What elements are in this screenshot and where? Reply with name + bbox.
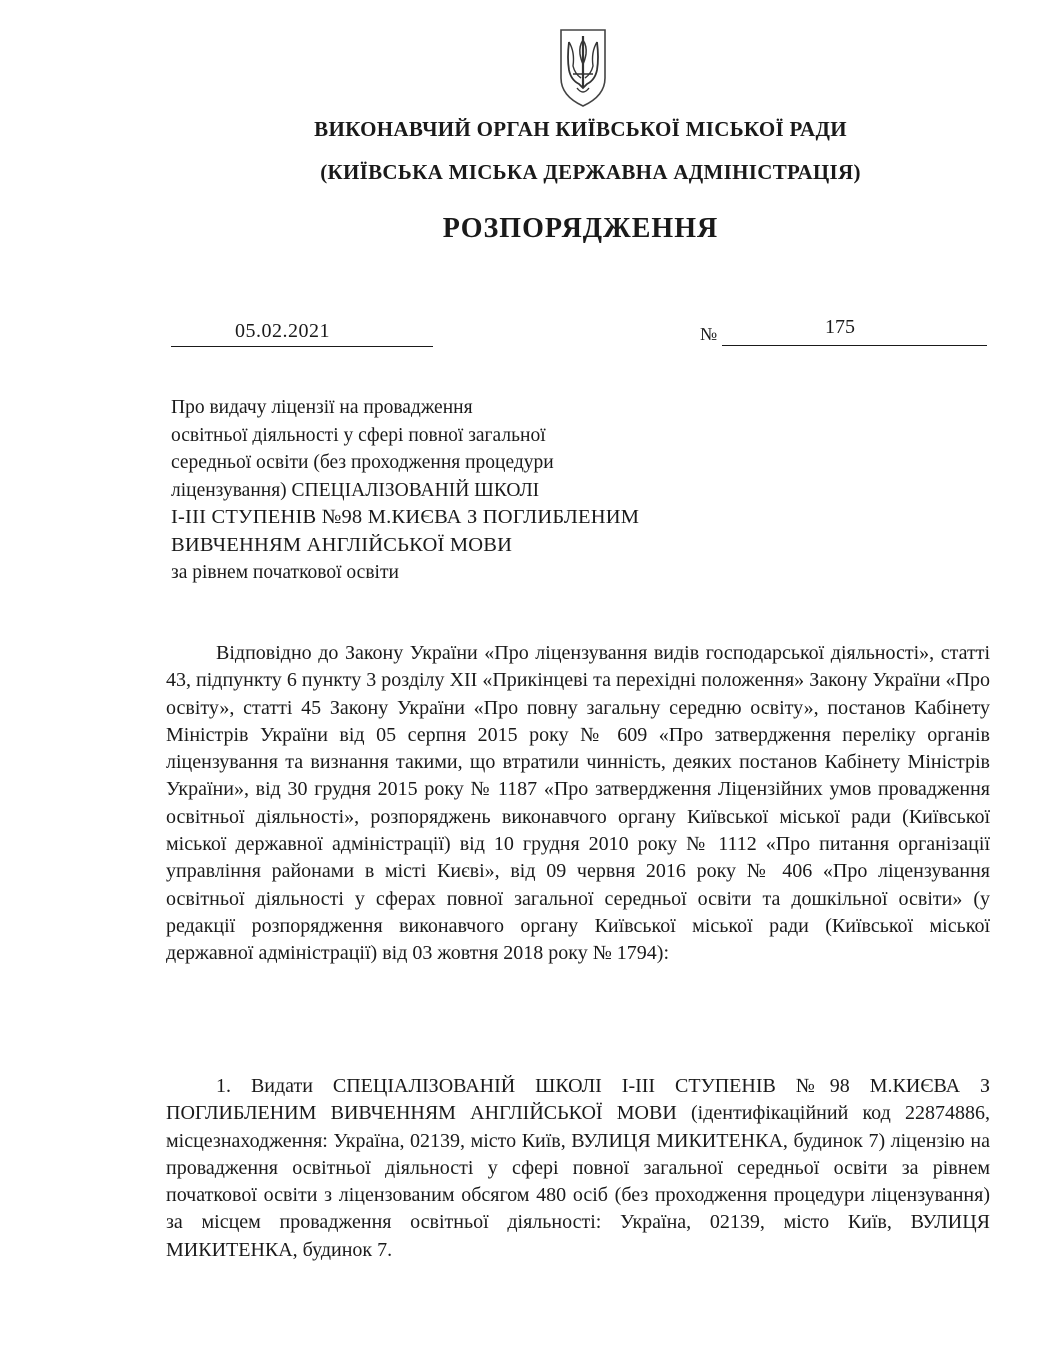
- document-date-field: [171, 320, 433, 347]
- number-underline: [722, 345, 987, 346]
- issuing-authority-name: ВИКОНАВЧИЙ ОРГАН КИЇВСЬКОЇ МІСЬКОЇ РАДИ: [314, 117, 847, 141]
- order-item-1: 1. Видати СПЕЦІАЛІЗОВАНІЙ ШКОЛІ І-ІІІ СТУПЕНІВ №98 М.КИЄВА З ПОГЛИБЛЕНИМ ВИВЧЕННЯМ АНГЛІЙСЬКОЇ МОВИ (ідентифікаційний код 22874886, місцезнаходження: Україна, 02139, місто Київ, ВУЛИЦЯ МИКИТЕНКА, будинок 7) ліцензію на провадження освітньої діяльності у сфері повної загальної середньої освіти за рівнем початкової освіти з ліцензованим обсягом 480 осіб (без проходження процедури ліцензування) за місцем провадження освітньої діяльності: Україна, 02139, місто Київ, ВУЛИЦЯ МИКИТЕНКА, будинок 7.: [166, 1075, 990, 1261]
- subject-line: Про видачу ліцензії на провадження: [171, 397, 473, 418]
- document-number-field: [700, 316, 987, 346]
- preamble-paragraph: Відповідно до Закону України «Про ліцензування видів господарської діяльності», статті 43, підпункту 6 пункту 3 розділу XII «Прикінцеві та перехідні положення» Закону України «Про освіту», статті 45 Закону України «Про повну загальну середню освіту», постанов Кабінету Міністрів України від 05 серпня 2015 року № 609 «Про затвердження переліку органів ліцензування та визнання такими, що втратили чинність, деяких постанов Кабінету Міністрів України», від 30 грудня 2015 року № 1187 «Про затвердження Ліцензійних умов провадження освітньої діяльності», розпоряджень виконавчого органу Київської міської ради (Київської міської державної адміністрації) від 10 грудня 2010 року № 1112 «Про питання організації управління районами в місті Києві», від 09 червня 2016 року № 406 «Про ліцензування освітньої діяльності у сферах повної загальної середньої освіти та дошкільної освіти» (у редакції розпорядження виконавчого органу Київської міської ради (Київської міської державної адміністрації) від 03 жовтня 2018 року № 1794):: [166, 642, 990, 965]
- trident-coat-of-arms-icon: [553, 26, 613, 110]
- subject-line: ліцензування) СПЕЦІАЛІЗОВАНІЙ ШКОЛІ: [171, 479, 540, 501]
- document-number: 175: [825, 316, 855, 338]
- subject-line: освітньої діяльності у сфері повної загальної: [171, 424, 546, 446]
- issuing-authority-alt-name: (КИЇВСЬКА МІСЬКА ДЕРЖАВНА АДМІНІСТРАЦІЯ): [320, 160, 861, 184]
- document-date: 05.02.2021: [235, 320, 330, 342]
- document-subject: [171, 394, 731, 587]
- subject-line: І-ІІІ СТУПЕНІВ №98 М.КИЄВА З ПОГЛИБЛЕНИМ: [171, 506, 640, 528]
- document-type-title: РОЗПОРЯДЖЕННЯ: [442, 213, 719, 244]
- subject-line: за рівнем початкової освіти: [171, 562, 399, 583]
- subject-line: ВИВЧЕННЯМ АНГЛІЙСЬКОЇ МОВИ: [171, 533, 513, 556]
- number-sign: №: [700, 324, 718, 344]
- subject-line: середньої освіти (без проходження процедури: [171, 452, 554, 473]
